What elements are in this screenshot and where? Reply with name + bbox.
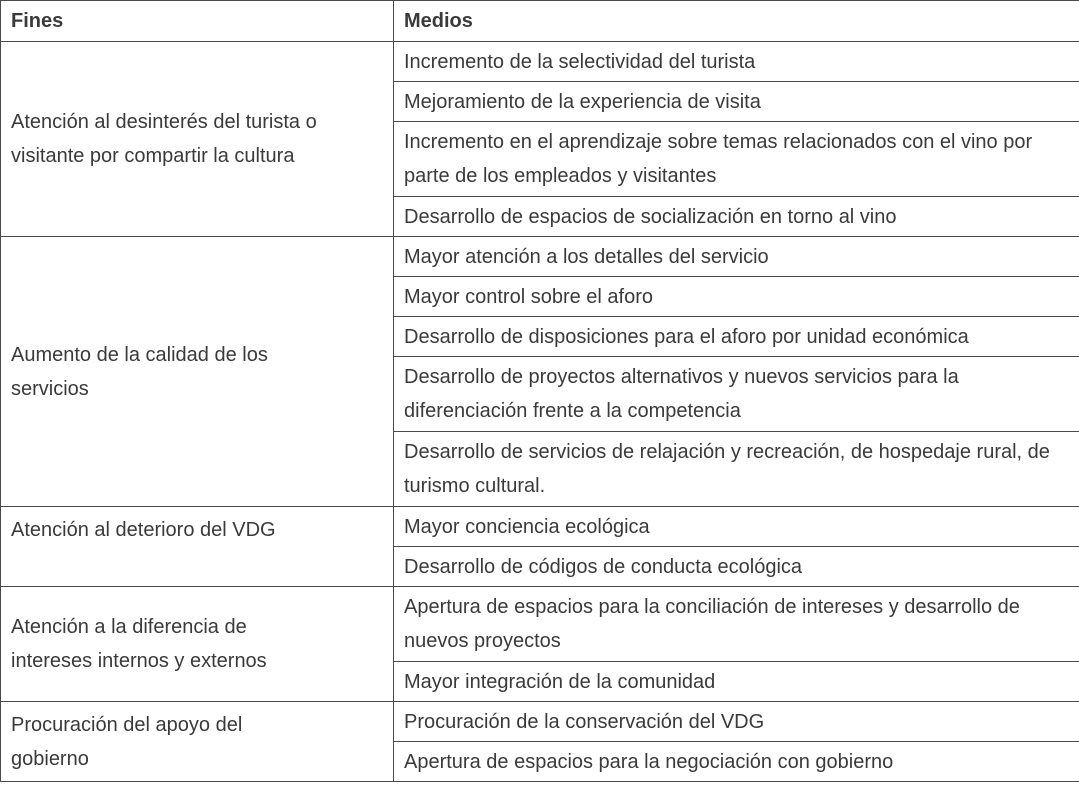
medio-cell: Desarrollo de proyectos alternativos y nuevos servicios para la diferenciación frente a la competencia: [394, 357, 1079, 432]
fin-text: Aumento de la calidad de los servicios: [11, 343, 268, 400]
medio-cell: Apertura de espacios para la negociación con gobierno: [394, 742, 1079, 782]
medio-cell: Desarrollo de disposiciones para el aforo por unidad económica: [394, 317, 1079, 357]
medio-cell: Incremento en el aprendizaje sobre temas relacionados con el vino por parte de los empleados y visitantes: [394, 122, 1079, 197]
header-fines: Fines: [1, 1, 394, 42]
medio-cell: Mayor atención a los detalles del servicio: [394, 237, 1079, 277]
table-row: [1, 702, 1079, 742]
medio-cell: Desarrollo de servicios de relajación y recreación, de hospedaje rural, de turismo cultural.: [394, 432, 1079, 507]
fin-cell: [1, 237, 394, 507]
medio-cell: Mejoramiento de la experiencia de visita: [394, 82, 1079, 122]
header-row: [1, 1, 1079, 42]
medio-cell: Mayor control sobre el aforo: [394, 277, 1079, 317]
header-medios: Medios: [394, 1, 1079, 42]
medio-cell: Desarrollo de espacios de socialización en torno al vino: [394, 197, 1079, 237]
medio-cell: Desarrollo de códigos de conducta ecológica: [394, 547, 1079, 587]
table-row: [1, 587, 1079, 662]
fin-text: Atención al desinterés del turista o visitante por compartir la cultura: [11, 111, 317, 167]
fin-text: Atención al deterioro del VDG: [11, 519, 276, 541]
fin-cell: [1, 587, 394, 702]
table-row: [1, 237, 1079, 277]
medio-cell: Incremento de la selectividad del turista: [394, 42, 1079, 82]
medio-cell: Mayor conciencia ecológica: [394, 507, 1079, 547]
fin-cell: [1, 702, 394, 782]
fin-text: Atención a la diferencia de intereses internos y externos: [11, 616, 267, 672]
fin-cell: [1, 507, 394, 587]
table-row: [1, 507, 1079, 547]
medio-cell: Apertura de espacios para la conciliación de intereses y desarrollo de nuevos proyectos: [394, 587, 1079, 662]
medio-cell: Mayor integración de la comunidad: [394, 662, 1079, 702]
fin-cell: [1, 42, 394, 237]
table-row: [1, 42, 1079, 82]
medio-cell: Procuración de la conservación del VDG: [394, 702, 1079, 742]
fin-text: Procuración del apoyo del gobierno: [11, 713, 243, 770]
